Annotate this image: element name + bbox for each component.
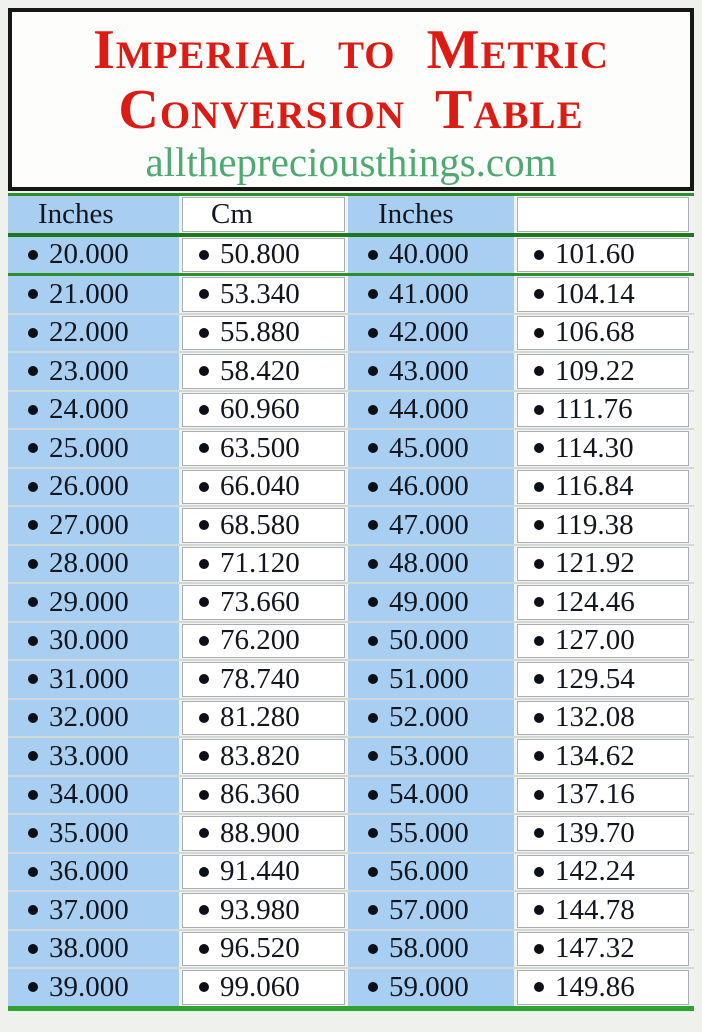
cell-value: 139.70 bbox=[555, 816, 635, 849]
bullet-icon bbox=[534, 713, 544, 723]
cell-inches bbox=[8, 969, 179, 1006]
cell-inches bbox=[8, 546, 179, 583]
cell-value: 34.000 bbox=[49, 778, 129, 811]
cell-value: 144.78 bbox=[555, 893, 635, 926]
cell-value: 30.000 bbox=[49, 624, 129, 657]
table-row bbox=[8, 892, 694, 931]
bullet-icon bbox=[534, 790, 544, 800]
cell-value: 50.800 bbox=[220, 238, 300, 271]
cell-cm bbox=[517, 739, 689, 774]
cell-inches bbox=[8, 892, 179, 929]
header-box bbox=[8, 8, 694, 191]
cell-cm bbox=[517, 547, 689, 582]
cell-value: 54.000 bbox=[389, 778, 469, 811]
cell-cm bbox=[182, 354, 345, 389]
bullet-icon bbox=[199, 597, 209, 607]
cell-value: 20.000 bbox=[49, 238, 129, 271]
cell-inches bbox=[348, 815, 514, 852]
bullet-icon bbox=[368, 482, 378, 492]
cell-inches bbox=[8, 237, 179, 274]
bullet-icon bbox=[199, 674, 209, 684]
cell-value: 121.92 bbox=[555, 547, 635, 580]
bullet-icon bbox=[534, 405, 544, 415]
cell-value: 44.000 bbox=[389, 393, 469, 426]
cell-value: 47.000 bbox=[389, 508, 469, 541]
cell-inches bbox=[348, 854, 514, 891]
cell-cm bbox=[517, 701, 689, 736]
cell-value: 50.000 bbox=[389, 624, 469, 657]
cell-value: 45.000 bbox=[389, 431, 469, 464]
bullet-icon bbox=[28, 250, 38, 260]
cell-cm bbox=[517, 624, 689, 659]
bullet-icon bbox=[199, 250, 209, 260]
cell-value: 53.000 bbox=[389, 739, 469, 772]
cell-inches bbox=[8, 623, 179, 660]
bullet-icon bbox=[368, 636, 378, 646]
cell-value: 63.500 bbox=[220, 431, 300, 464]
bullet-icon bbox=[368, 597, 378, 607]
cell-inches bbox=[348, 738, 514, 775]
bullet-icon bbox=[199, 328, 209, 338]
cell-inches bbox=[348, 777, 514, 814]
cell-value: 49.000 bbox=[389, 585, 469, 618]
bullet-icon bbox=[368, 751, 378, 761]
cell-value: 68.580 bbox=[220, 508, 300, 541]
cell-cm bbox=[182, 855, 345, 890]
bullet-icon bbox=[534, 328, 544, 338]
cell-inches bbox=[8, 854, 179, 891]
cell-value: 24.000 bbox=[49, 393, 129, 426]
cell-value: 32.000 bbox=[49, 701, 129, 734]
cell-cm bbox=[182, 970, 345, 1005]
bullet-icon bbox=[368, 944, 378, 954]
table-row bbox=[8, 700, 694, 739]
cell-value: 76.200 bbox=[220, 624, 300, 657]
cell-value: 86.360 bbox=[220, 778, 300, 811]
cell-inches bbox=[8, 738, 179, 775]
bullet-icon bbox=[199, 982, 209, 992]
cell-value: 36.000 bbox=[49, 855, 129, 888]
cell-value: 29.000 bbox=[49, 585, 129, 618]
bullet-icon bbox=[368, 828, 378, 838]
cell-cm bbox=[182, 508, 345, 543]
cell-value: 25.000 bbox=[49, 431, 129, 464]
bullet-icon bbox=[28, 636, 38, 646]
bullet-icon bbox=[28, 520, 38, 530]
bullet-icon bbox=[534, 751, 544, 761]
bullet-icon bbox=[199, 790, 209, 800]
cell-value: 53.340 bbox=[220, 277, 300, 310]
cell-value: 48.000 bbox=[389, 547, 469, 580]
bullet-icon bbox=[534, 520, 544, 530]
header-label: Cm bbox=[211, 197, 253, 230]
bullet-icon bbox=[368, 790, 378, 800]
cell-cm bbox=[182, 431, 345, 466]
bullet-icon bbox=[28, 482, 38, 492]
page-title-line2: Conversion Table bbox=[118, 79, 584, 142]
table-row bbox=[8, 315, 694, 354]
cell-inches bbox=[8, 392, 179, 429]
bullet-icon bbox=[199, 366, 209, 376]
cell-value: 147.32 bbox=[555, 932, 635, 965]
table-row bbox=[8, 430, 694, 469]
cell-cm bbox=[517, 431, 689, 466]
bullet-icon bbox=[534, 559, 544, 569]
table-body bbox=[8, 237, 694, 1006]
table-row bbox=[8, 931, 694, 970]
cell-value: 31.000 bbox=[49, 662, 129, 695]
cell-value: 132.08 bbox=[555, 701, 635, 734]
bullet-icon bbox=[199, 828, 209, 838]
bullet-icon bbox=[534, 443, 544, 453]
bullet-icon bbox=[368, 250, 378, 260]
cell-value: 109.22 bbox=[555, 354, 635, 387]
cell-inches bbox=[8, 661, 179, 698]
cell-value: 51.000 bbox=[389, 662, 469, 695]
cell-cm bbox=[517, 855, 689, 890]
bullet-icon bbox=[368, 867, 378, 877]
cell-cm bbox=[182, 316, 345, 351]
bullet-icon bbox=[368, 713, 378, 723]
cell-cm bbox=[182, 470, 345, 505]
table-row bbox=[8, 237, 694, 277]
cell-value: 22.000 bbox=[49, 316, 129, 349]
cell-cm bbox=[517, 932, 689, 967]
cell-value: 26.000 bbox=[49, 470, 129, 503]
bullet-icon bbox=[28, 443, 38, 453]
cell-value: 134.62 bbox=[555, 739, 635, 772]
bullet-icon bbox=[199, 905, 209, 915]
cell-cm bbox=[517, 893, 689, 928]
header-cell-cm-2 bbox=[517, 197, 689, 232]
bullet-icon bbox=[534, 828, 544, 838]
bullet-icon bbox=[199, 713, 209, 723]
cell-cm bbox=[517, 970, 689, 1005]
bullet-icon bbox=[28, 944, 38, 954]
bullet-icon bbox=[28, 289, 38, 299]
cell-cm bbox=[517, 816, 689, 851]
bullet-icon bbox=[534, 250, 544, 260]
page bbox=[0, 8, 702, 1011]
cell-value: 83.820 bbox=[220, 739, 300, 772]
cell-value: 78.740 bbox=[220, 662, 300, 695]
cell-value: 57.000 bbox=[389, 893, 469, 926]
cell-value: 58.000 bbox=[389, 932, 469, 965]
bullet-icon bbox=[368, 328, 378, 338]
cell-value: 129.54 bbox=[555, 662, 635, 695]
bullet-icon bbox=[368, 405, 378, 415]
table-row bbox=[8, 969, 694, 1006]
cell-cm bbox=[182, 277, 345, 312]
cell-cm bbox=[182, 739, 345, 774]
cell-value: 37.000 bbox=[49, 893, 129, 926]
bullet-icon bbox=[199, 636, 209, 646]
bullet-icon bbox=[28, 405, 38, 415]
bullet-icon bbox=[28, 867, 38, 877]
bullet-icon bbox=[368, 674, 378, 684]
cell-value: 42.000 bbox=[389, 316, 469, 349]
cell-value: 43.000 bbox=[389, 354, 469, 387]
cell-cm bbox=[182, 547, 345, 582]
cell-value: 33.000 bbox=[49, 739, 129, 772]
cell-value: 119.38 bbox=[555, 508, 634, 541]
cell-cm bbox=[182, 238, 345, 273]
bullet-icon bbox=[534, 674, 544, 684]
bullet-icon bbox=[28, 751, 38, 761]
bullet-icon bbox=[368, 289, 378, 299]
bullet-icon bbox=[534, 944, 544, 954]
header-cell-inches-1 bbox=[8, 196, 179, 233]
bullet-icon bbox=[199, 289, 209, 299]
cell-value: 81.280 bbox=[220, 701, 300, 734]
cell-inches bbox=[348, 700, 514, 737]
bullet-icon bbox=[534, 867, 544, 877]
cell-inches bbox=[348, 546, 514, 583]
cell-inches bbox=[8, 507, 179, 544]
bullet-icon bbox=[199, 520, 209, 530]
bullet-icon bbox=[28, 713, 38, 723]
cell-value: 124.46 bbox=[555, 585, 635, 618]
cell-cm bbox=[517, 662, 689, 697]
cell-cm bbox=[182, 893, 345, 928]
cell-value: 127.00 bbox=[555, 624, 635, 657]
cell-inches bbox=[348, 892, 514, 929]
cell-cm bbox=[182, 778, 345, 813]
cell-inches bbox=[348, 623, 514, 660]
bullet-icon bbox=[28, 905, 38, 915]
bullet-icon bbox=[368, 366, 378, 376]
cell-value: 99.060 bbox=[220, 970, 300, 1003]
cell-value: 149.86 bbox=[555, 970, 635, 1003]
cell-inches bbox=[8, 315, 179, 352]
cell-value: 88.900 bbox=[220, 816, 300, 849]
cell-inches bbox=[8, 430, 179, 467]
bullet-icon bbox=[199, 559, 209, 569]
bullet-icon bbox=[534, 597, 544, 607]
bullet-icon bbox=[534, 905, 544, 915]
header-cell-cm-1 bbox=[182, 197, 345, 232]
cell-inches bbox=[348, 584, 514, 621]
cell-value: 58.420 bbox=[220, 354, 300, 387]
cell-value: 23.000 bbox=[49, 354, 129, 387]
table-row bbox=[8, 661, 694, 700]
cell-value: 71.120 bbox=[220, 547, 300, 580]
bullet-icon bbox=[534, 289, 544, 299]
cell-value: 101.60 bbox=[555, 238, 635, 271]
bullet-icon bbox=[28, 328, 38, 338]
cell-inches bbox=[348, 430, 514, 467]
cell-inches bbox=[8, 353, 179, 390]
table-row bbox=[8, 623, 694, 662]
cell-value: 38.000 bbox=[49, 932, 129, 965]
cell-inches bbox=[348, 507, 514, 544]
table-row bbox=[8, 738, 694, 777]
cell-inches bbox=[8, 469, 179, 506]
bullet-icon bbox=[534, 482, 544, 492]
bullet-icon bbox=[28, 597, 38, 607]
cell-cm bbox=[517, 778, 689, 813]
bullet-icon bbox=[368, 559, 378, 569]
bullet-icon bbox=[28, 559, 38, 569]
cell-inches bbox=[8, 700, 179, 737]
table-row bbox=[8, 392, 694, 431]
bullet-icon bbox=[28, 366, 38, 376]
cell-value: 56.000 bbox=[389, 855, 469, 888]
bullet-icon bbox=[199, 751, 209, 761]
bullet-icon bbox=[199, 405, 209, 415]
cell-inches bbox=[8, 931, 179, 968]
table-row bbox=[8, 584, 694, 623]
cell-cm bbox=[182, 701, 345, 736]
bullet-icon bbox=[368, 982, 378, 992]
cell-value: 60.960 bbox=[220, 393, 300, 426]
page-title-line1: Imperial to Metric bbox=[93, 19, 609, 81]
cell-cm bbox=[517, 277, 689, 312]
cell-cm bbox=[517, 508, 689, 543]
cell-inches bbox=[348, 469, 514, 506]
bullet-icon bbox=[199, 482, 209, 492]
table-header-row bbox=[8, 196, 694, 237]
cell-value: 116.84 bbox=[555, 470, 634, 503]
cell-cm bbox=[517, 393, 689, 428]
cell-value: 59.000 bbox=[389, 970, 469, 1003]
cell-value: 39.000 bbox=[49, 970, 129, 1003]
cell-inches bbox=[348, 315, 514, 352]
table-row bbox=[8, 546, 694, 585]
cell-cm bbox=[517, 238, 689, 273]
bullet-icon bbox=[199, 867, 209, 877]
table-row bbox=[8, 777, 694, 816]
cell-value: 28.000 bbox=[49, 547, 129, 580]
cell-value: 96.520 bbox=[220, 932, 300, 965]
cell-inches bbox=[348, 353, 514, 390]
bullet-icon bbox=[28, 982, 38, 992]
table-row bbox=[8, 507, 694, 546]
cell-value: 41.000 bbox=[389, 277, 469, 310]
cell-value: 46.000 bbox=[389, 470, 469, 503]
cell-inches bbox=[348, 661, 514, 698]
bullet-icon bbox=[199, 944, 209, 954]
cell-value: 104.14 bbox=[555, 277, 635, 310]
cell-cm bbox=[182, 393, 345, 428]
bullet-icon bbox=[368, 443, 378, 453]
table-row bbox=[8, 469, 694, 508]
header-label: Inches bbox=[38, 197, 114, 230]
cell-value: 55.000 bbox=[389, 816, 469, 849]
bullet-icon bbox=[28, 790, 38, 800]
cell-value: 55.880 bbox=[220, 316, 300, 349]
cell-inches bbox=[8, 815, 179, 852]
cell-value: 91.440 bbox=[220, 855, 300, 888]
cell-value: 137.16 bbox=[555, 778, 635, 811]
cell-cm bbox=[182, 662, 345, 697]
header-label: Inches bbox=[378, 197, 454, 230]
cell-inches bbox=[348, 969, 514, 1006]
cell-inches bbox=[8, 276, 179, 313]
cell-value: 27.000 bbox=[49, 508, 129, 541]
cell-inches bbox=[348, 276, 514, 313]
cell-cm bbox=[182, 816, 345, 851]
cell-inches bbox=[348, 237, 514, 274]
cell-inches bbox=[348, 931, 514, 968]
cell-cm bbox=[517, 354, 689, 389]
cell-value: 73.660 bbox=[220, 585, 300, 618]
bullet-icon bbox=[28, 828, 38, 838]
cell-value: 142.24 bbox=[555, 855, 635, 888]
cell-value: 111.76 bbox=[555, 393, 633, 426]
cell-value: 93.980 bbox=[220, 893, 300, 926]
cell-value: 40.000 bbox=[389, 238, 469, 271]
cell-value: 114.30 bbox=[555, 431, 634, 464]
cell-cm bbox=[182, 624, 345, 659]
table-row bbox=[8, 815, 694, 854]
bullet-icon bbox=[28, 674, 38, 684]
cell-cm bbox=[517, 316, 689, 351]
bullet-icon bbox=[534, 366, 544, 376]
cell-inches bbox=[348, 392, 514, 429]
cell-value: 35.000 bbox=[49, 816, 129, 849]
table-row bbox=[8, 353, 694, 392]
conversion-table bbox=[8, 193, 694, 1011]
cell-cm bbox=[182, 932, 345, 967]
cell-cm bbox=[517, 585, 689, 620]
table-row bbox=[8, 854, 694, 893]
bullet-icon bbox=[199, 443, 209, 453]
cell-value: 52.000 bbox=[389, 701, 469, 734]
header-cell-inches-2 bbox=[348, 196, 514, 233]
cell-value: 21.000 bbox=[49, 277, 129, 310]
table-row bbox=[8, 276, 694, 315]
bullet-icon bbox=[534, 636, 544, 646]
cell-cm bbox=[517, 470, 689, 505]
cell-value: 66.040 bbox=[220, 470, 300, 503]
cell-inches bbox=[8, 777, 179, 814]
bullet-icon bbox=[368, 520, 378, 530]
website-text: allthepreciousthings.com bbox=[145, 138, 557, 185]
cell-value: 106.68 bbox=[555, 316, 635, 349]
cell-inches bbox=[8, 584, 179, 621]
bullet-icon bbox=[368, 905, 378, 915]
bullet-icon bbox=[534, 982, 544, 992]
cell-cm bbox=[182, 585, 345, 620]
